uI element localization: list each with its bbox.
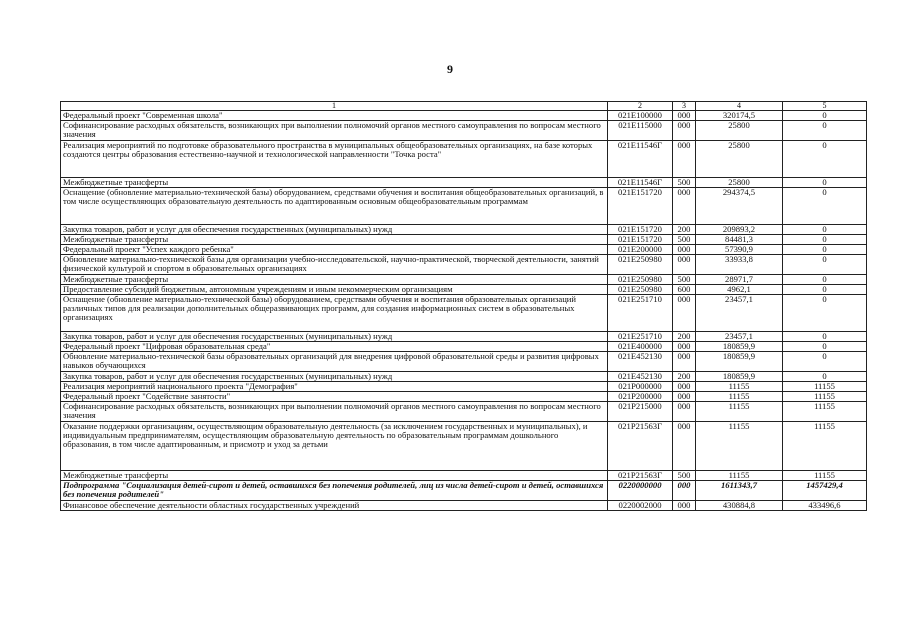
row-type-cell: 000	[673, 141, 696, 178]
table-header-row	[61, 102, 867, 111]
row-type-cell: 500	[673, 471, 696, 481]
row-name-cell: Федеральный проект "Содействие занятости"	[61, 392, 608, 402]
row-type-cell: 000	[673, 382, 696, 392]
row-code-cell: 021P215000	[608, 402, 673, 422]
row-code-cell: 021E11546Г	[608, 141, 673, 178]
row-value-2022-cell: 11155	[783, 382, 867, 392]
row-value-2021-cell: 180859,9	[696, 372, 783, 382]
row-value-2021-cell: 11155	[696, 392, 783, 402]
row-name-cell: Реализация мероприятий по подготовке образовательного пространства в муниципальных общеобразовательных организациях, на базе которых создаются центры образования естественно-научной и технологической направленности "Точка роста"	[61, 141, 608, 178]
row-type-cell: 000	[673, 295, 696, 332]
row-type-cell: 200	[673, 372, 696, 382]
table-row	[61, 332, 867, 342]
table-row	[61, 178, 867, 188]
row-name-cell: Оснащение (обновление материально-технической базы) оборудованием, средствами обучения и воспитания общеобразовательных организаций, в том числе осуществляющих образовательную деятельность по адаптированным основным общеобразовательным программам	[61, 188, 608, 225]
row-value-2021-cell: 294374,5	[696, 188, 783, 225]
row-name-cell: Межбюджетные трансферты	[61, 275, 608, 285]
row-name-cell: Софинансирование расходных обязательств, возникающих при выполнении полномочий органов местного самоуправления по вопросам местного значения	[61, 121, 608, 141]
row-value-2022-cell: 0	[783, 352, 867, 372]
row-code-cell: 021E100000	[608, 111, 673, 121]
table-row	[61, 422, 867, 471]
page-number: 9	[447, 62, 453, 76]
header-col-1: 1	[61, 102, 608, 111]
header-col-3: 3	[673, 102, 696, 111]
row-value-2021-cell: 84481,3	[696, 235, 783, 245]
row-value-2022-cell: 0	[783, 295, 867, 332]
table-row	[61, 295, 867, 332]
row-value-2022-cell: 0	[783, 111, 867, 121]
table-row	[61, 275, 867, 285]
row-type-cell: 000	[673, 481, 696, 501]
row-value-2021-cell: 180859,9	[696, 342, 783, 352]
row-type-cell: 200	[673, 332, 696, 342]
row-type-cell: 000	[673, 188, 696, 225]
header-col-5: 5	[783, 102, 867, 111]
row-name-cell: Оснащение (обновление материально-технической базы) оборудованием, средствами обучения и воспитания образовательных организаций различных типов для реализации дополнительных общеразвивающих программ, для создания информационных систем в образовательных организациях	[61, 295, 608, 332]
row-type-cell: 200	[673, 225, 696, 235]
row-value-2022-cell: 0	[783, 235, 867, 245]
row-value-2021-cell: 25800	[696, 121, 783, 141]
row-value-2021-cell: 25800	[696, 178, 783, 188]
table-row	[61, 352, 867, 372]
row-type-cell: 500	[673, 235, 696, 245]
table-row	[61, 235, 867, 245]
row-value-2022-cell: 11155	[783, 471, 867, 481]
row-type-cell: 500	[673, 275, 696, 285]
row-value-2022-cell: 0	[783, 372, 867, 382]
row-code-cell: 021E115000	[608, 121, 673, 141]
header-col-2: 2	[608, 102, 673, 111]
row-value-2022-cell: 11155	[783, 402, 867, 422]
row-value-2022-cell: 0	[783, 275, 867, 285]
row-name-cell: Закупка товаров, работ и услуг для обеспечения государственных (муниципальных) нужд	[61, 332, 608, 342]
row-name-cell: Финансовое обеспечение деятельности областных государственных учреждений	[61, 501, 608, 511]
row-value-2021-cell: 33933,8	[696, 255, 783, 275]
row-name-cell: Софинансирование расходных обязательств, возникающих при выполнении полномочий органов местного самоуправления по вопросам местного значения	[61, 402, 608, 422]
row-code-cell: 021E251710	[608, 332, 673, 342]
row-code-cell: 0220000000	[608, 481, 673, 501]
row-name-cell: Обновление материально-технической базы образовательных организаций для внедрения цифровой образовательной среды и развития цифровых навыков обучающихся	[61, 352, 608, 372]
row-name-cell: Федеральный проект "Цифровая образовательная среда"	[61, 342, 608, 352]
row-name-cell: Обновление материально-технической базы для организации учебно-исследовательской, научно-практической, творческой деятельности, занятий физической культурой и спортом в образовательных организациях	[61, 255, 608, 275]
table-row	[61, 392, 867, 402]
row-value-2022-cell: 1457429,4	[783, 481, 867, 501]
row-code-cell: 021E151720	[608, 235, 673, 245]
budget-table	[60, 101, 867, 511]
row-value-2022-cell: 0	[783, 332, 867, 342]
table-row	[61, 225, 867, 235]
row-code-cell: 021E200000	[608, 245, 673, 255]
row-value-2021-cell: 28971,7	[696, 275, 783, 285]
row-value-2022-cell: 0	[783, 245, 867, 255]
row-code-cell: 0220002000	[608, 501, 673, 511]
row-code-cell: 021E452130	[608, 372, 673, 382]
row-value-2022-cell: 0	[783, 342, 867, 352]
row-name-cell: Реализация мероприятий национального проекта "Демография"	[61, 382, 608, 392]
row-name-cell: Федеральный проект "Успех каждого ребенка"	[61, 245, 608, 255]
row-value-2022-cell: 0	[783, 121, 867, 141]
row-type-cell: 000	[673, 255, 696, 275]
table-row	[61, 501, 867, 511]
row-code-cell: 021E452130	[608, 352, 673, 372]
row-name-cell: Межбюджетные трансферты	[61, 178, 608, 188]
row-value-2021-cell: 320174,5	[696, 111, 783, 121]
row-name-cell: Оказание поддержки организациям, осуществляющим образовательную деятельность (за исключением государственных и муниципальных), и индивидуальным предпринимателям, осуществляющим образовательную деятельность по образовательным программам дошкольного образования, в том числе адаптированным, и присмотр и уход за детьми	[61, 422, 608, 471]
table-row	[61, 285, 867, 295]
row-type-cell: 000	[673, 245, 696, 255]
row-value-2022-cell: 0	[783, 225, 867, 235]
table-row	[61, 121, 867, 141]
table-row	[61, 342, 867, 352]
row-value-2021-cell: 23457,1	[696, 295, 783, 332]
row-type-cell: 000	[673, 121, 696, 141]
row-code-cell: 021P21563Г	[608, 422, 673, 471]
table-row	[61, 471, 867, 481]
row-type-cell: 500	[673, 178, 696, 188]
row-value-2022-cell: 0	[783, 255, 867, 275]
row-value-2022-cell: 0	[783, 141, 867, 178]
row-value-2021-cell: 57390,9	[696, 245, 783, 255]
row-value-2022-cell: 0	[783, 285, 867, 295]
row-value-2021-cell: 23457,1	[696, 332, 783, 342]
row-name-cell: Межбюджетные трансферты	[61, 471, 608, 481]
row-value-2022-cell: 11155	[783, 422, 867, 471]
row-code-cell: 021E151720	[608, 188, 673, 225]
table-body	[61, 111, 867, 511]
row-type-cell: 000	[673, 422, 696, 471]
row-name-cell: Межбюджетные трансферты	[61, 235, 608, 245]
row-name-cell: Закупка товаров, работ и услуг для обеспечения государственных (муниципальных) нужд	[61, 372, 608, 382]
row-type-cell: 000	[673, 402, 696, 422]
row-type-cell: 000	[673, 342, 696, 352]
row-name-cell: Федеральный проект "Современная школа"	[61, 111, 608, 121]
table-row	[61, 111, 867, 121]
row-value-2021-cell: 209893,2	[696, 225, 783, 235]
row-code-cell: 021E250980	[608, 285, 673, 295]
row-value-2021-cell: 11155	[696, 471, 783, 481]
row-code-cell: 021E250980	[608, 275, 673, 285]
row-value-2021-cell: 11155	[696, 382, 783, 392]
row-type-cell: 000	[673, 501, 696, 511]
row-type-cell: 000	[673, 352, 696, 372]
table-row	[61, 141, 867, 178]
row-value-2021-cell: 180859,9	[696, 352, 783, 372]
row-value-2021-cell: 1611343,7	[696, 481, 783, 501]
row-code-cell: 021E151720	[608, 225, 673, 235]
table-row	[61, 372, 867, 382]
row-value-2022-cell: 11155	[783, 392, 867, 402]
row-name-cell: Закупка товаров, работ и услуг для обеспечения государственных (муниципальных) нужд	[61, 225, 608, 235]
row-name-cell: Подпрограмма "Социализация детей-сирот и детей, оставшихся без попечения родителей, лиц из числа детей-сирот и детей, оставшихся без попечения родителей"	[61, 481, 608, 501]
row-value-2021-cell: 11155	[696, 422, 783, 471]
row-value-2021-cell: 430884,8	[696, 501, 783, 511]
row-code-cell: 021E251710	[608, 295, 673, 332]
row-value-2021-cell: 25800	[696, 141, 783, 178]
table-row	[61, 188, 867, 225]
table-row	[61, 255, 867, 275]
row-value-2022-cell: 0	[783, 178, 867, 188]
row-type-cell: 000	[673, 111, 696, 121]
row-type-cell: 600	[673, 285, 696, 295]
row-code-cell: 021E11546Г	[608, 178, 673, 188]
row-code-cell: 021P21563Г	[608, 471, 673, 481]
row-value-2022-cell: 433496,6	[783, 501, 867, 511]
table-row	[61, 382, 867, 392]
table-row	[61, 245, 867, 255]
row-value-2021-cell: 4962,1	[696, 285, 783, 295]
table-row	[61, 402, 867, 422]
row-code-cell: 021P000000	[608, 382, 673, 392]
row-code-cell: 021E250980	[608, 255, 673, 275]
row-type-cell: 000	[673, 392, 696, 402]
row-value-2022-cell: 0	[783, 188, 867, 225]
table-row	[61, 481, 867, 501]
row-name-cell: Предоставление субсидий бюджетным, автономным учреждениям и иным некоммерческим организациям	[61, 285, 608, 295]
row-code-cell: 021P200000	[608, 392, 673, 402]
row-code-cell: 021E400000	[608, 342, 673, 352]
row-value-2021-cell: 11155	[696, 402, 783, 422]
header-col-4: 4	[696, 102, 783, 111]
